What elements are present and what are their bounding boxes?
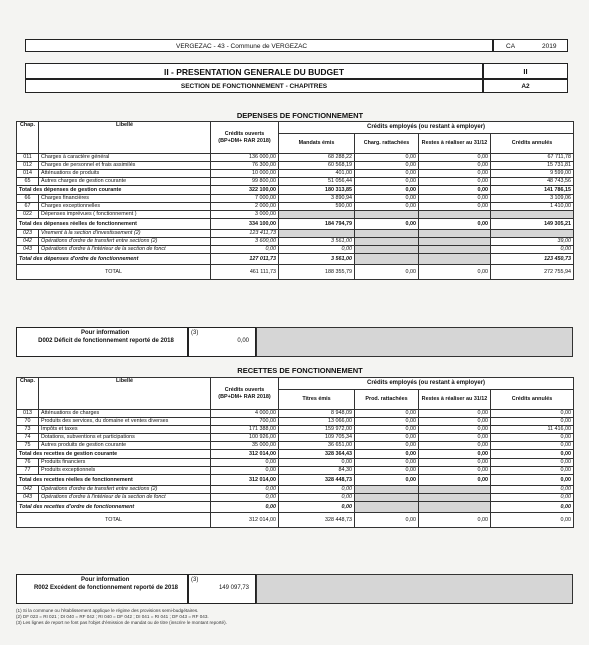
rec-head-group: Crédits employés (ou restant à employer) [279, 378, 574, 390]
cell-ca: 0,00 [491, 410, 574, 418]
cell-co: 0,00 [211, 467, 279, 475]
cell-chap: 74 [17, 434, 39, 442]
cell-chap: 042 [17, 238, 39, 246]
cell-me: 188 355,79 [279, 265, 355, 280]
table-row [17, 154, 574, 162]
cell-rr: 0,00 [419, 418, 491, 426]
cell-me: 3 561,00 [279, 254, 355, 265]
cell-chap: 73 [17, 426, 39, 434]
cell-ca [491, 211, 574, 219]
cell-lib: Charges de personnel et frais assimilés [39, 162, 211, 170]
cell-lib: Produits des services, du domaine et ventes diverses [39, 418, 211, 426]
cell-me: 184 794,79 [279, 219, 355, 230]
rec-info-box [16, 574, 188, 604]
rec-head-c4: Crédits annulés [491, 390, 574, 410]
rec-head-c2: Prod. rattachées [355, 390, 419, 410]
cell-ca: 0,00 [491, 434, 574, 442]
subtotal-row [17, 450, 574, 459]
cell-cr: 0,00 [355, 426, 419, 434]
cell-chap: 70 [17, 418, 39, 426]
cell-co: 312 014,00 [211, 513, 279, 528]
cell-cr: 0,00 [355, 219, 419, 230]
cell-cr [355, 230, 419, 238]
cell-chap: 76 [17, 459, 39, 467]
cell-chap: 043 [17, 494, 39, 502]
title-box [25, 63, 483, 79]
table-row [17, 467, 574, 475]
cell-lib: Opérations d'ordre à l'intérieur de la section de fonct [39, 246, 211, 254]
cell-me: 328 448,73 [279, 475, 355, 486]
cell-chap: 66 [17, 195, 39, 203]
cell-ca: 15 731,81 [491, 162, 574, 170]
cell-cr: 0,00 [355, 154, 419, 162]
header-doc: CA [506, 43, 516, 50]
cell-rr [419, 486, 491, 494]
rec-head-c3: Restes à réaliser au 31/12 [419, 390, 491, 410]
cell-cr: 0,00 [355, 410, 419, 418]
footnote-1: (1) Si la commune ou l'établissement applique le régime des provisions semi-budgétaires. [16, 608, 199, 613]
cell-me: 0,00 [279, 502, 355, 513]
cell-rr: 0,00 [419, 170, 491, 178]
cell-ca: 9 599,00 [491, 170, 574, 178]
cell-rr: 0,00 [419, 459, 491, 467]
header-commune-box [25, 39, 493, 52]
subtotal-row [17, 186, 574, 195]
cell-chap: 011 [17, 154, 39, 162]
title-code-box [483, 63, 568, 79]
cell-me: 590,00 [279, 203, 355, 211]
cell-lib: Charges financières [39, 195, 211, 203]
cell-cr [355, 502, 419, 513]
cell-chap: 013 [17, 410, 39, 418]
dep-head-c3: Restes à réaliser au 31/12 [419, 134, 491, 154]
table-row [17, 410, 574, 418]
subtotal-row [17, 219, 574, 230]
cell-co: 3 000,00 [211, 211, 279, 219]
cell-chap: 65 [17, 178, 39, 186]
table-row [17, 238, 574, 246]
title-code: II [523, 67, 528, 76]
cell-co: 127 011,73 [211, 254, 279, 265]
cell-ca: 272 755,94 [491, 265, 574, 280]
rec-info-label: R002 Excédent de fonctionnement reporté de 2018 [33, 585, 179, 591]
cell-rr [419, 238, 491, 246]
cell-lib: Dépenses imprévues ( fonctionnement ) [39, 211, 211, 219]
cell-lib: Total des recettes réelles de fonctionnement [17, 475, 211, 486]
dep-head-credits: Crédits ouverts (BP+DM+ RAR 2018) [211, 122, 279, 154]
page-subtitle: SECTION DE FONCTIONNEMENT - CHAPITRES [180, 83, 328, 90]
cell-lib: Produits financiers [39, 459, 211, 467]
cell-lib: Atténuations de charges [39, 410, 211, 418]
cell-co: 99 800,00 [211, 178, 279, 186]
cell-me: 51 056,44 [279, 178, 355, 186]
dep-info-value: 0,00 [237, 338, 249, 344]
cell-ca: 0,00 [491, 494, 574, 502]
rec-info-shade [256, 574, 573, 604]
cell-ca: 39,00 [491, 238, 574, 246]
cell-me: 401,00 [279, 170, 355, 178]
rec-head-c1: Titres émis [279, 390, 355, 410]
cell-co: 334 100,00 [211, 219, 279, 230]
cell-rr [419, 494, 491, 502]
header-year: 2019 [542, 43, 557, 50]
cell-lib: Charges à caractère général [39, 154, 211, 162]
cell-co: 100 926,00 [211, 434, 279, 442]
cell-co: 461 111,73 [211, 265, 279, 280]
cell-co: 136 000,00 [211, 154, 279, 162]
cell-co: 35 000,00 [211, 442, 279, 450]
cell-cr: 0,00 [355, 450, 419, 459]
cell-ca: 123 450,73 [491, 254, 574, 265]
dep-head-c2: Charg. rattachées [355, 134, 419, 154]
table-row [17, 211, 574, 219]
cell-rr: 0,00 [419, 434, 491, 442]
cell-co: 3 600,00 [211, 238, 279, 246]
cell-co: 10 000,00 [211, 170, 279, 178]
cell-cr: 0,00 [355, 513, 419, 528]
cell-cr: 0,00 [355, 265, 419, 280]
cell-me [279, 211, 355, 219]
dep-info-label: D002 Déficit de fonctionnement reporté de 2018 [38, 338, 174, 344]
page-title: II - PRESENTATION GENERALE DU BUDGET [163, 67, 345, 77]
table-row [17, 195, 574, 203]
cell-co: 123 411,73 [211, 230, 279, 238]
cell-ca: 0,00 [491, 467, 574, 475]
cell-lib: Dotations, subventions et participations [39, 434, 211, 442]
cell-cr [355, 494, 419, 502]
cell-cr: 0,00 [355, 442, 419, 450]
rec-info-ref: (3) [191, 577, 199, 583]
dep-head-chap: Chap. [17, 122, 39, 154]
depenses-section-title: DEPENSES DE FONCTIONNEMENT [236, 111, 364, 120]
cell-lib: Autres charges de gestion courante [39, 178, 211, 186]
cell-rr: 0,00 [419, 186, 491, 195]
cell-cr [355, 254, 419, 265]
subtotal-row [17, 502, 574, 513]
cell-chap: 75 [17, 442, 39, 450]
table-row [17, 230, 574, 238]
cell-cr [355, 238, 419, 246]
cell-lib: Autres produits de gestion courante [39, 442, 211, 450]
cell-ca: 141 786,15 [491, 186, 574, 195]
cell-cr: 0,00 [355, 434, 419, 442]
cell-chap: 014 [17, 170, 39, 178]
cell-rr: 0,00 [419, 513, 491, 528]
cell-chap: 023 [17, 230, 39, 238]
cell-co: 0,00 [211, 502, 279, 513]
cell-cr: 0,00 [355, 203, 419, 211]
recettes-section-title: RECETTES DE FONCTIONNEMENT [237, 366, 363, 375]
cell-me: 0,00 [279, 494, 355, 502]
cell-cr [355, 211, 419, 219]
cell-lib: Charges exceptionnelles [39, 203, 211, 211]
cell-co: 312 014,00 [211, 450, 279, 459]
subtitle-box [25, 79, 483, 93]
subtitle-code: A2 [521, 83, 530, 90]
cell-me: 13 066,00 [279, 418, 355, 426]
cell-rr [419, 502, 491, 513]
cell-ca: 0,00 [491, 442, 574, 450]
cell-me: 36 651,00 [279, 442, 355, 450]
table-row [17, 442, 574, 450]
cell-lib: Atténuations de produits [39, 170, 211, 178]
table-row [17, 246, 574, 254]
cell-rr: 0,00 [419, 195, 491, 203]
cell-ca: 0,00 [491, 450, 574, 459]
cell-cr [355, 246, 419, 254]
table-row [17, 459, 574, 467]
cell-lib: Total des dépenses réelles de fonctionnement [17, 219, 211, 230]
table-row [17, 178, 574, 186]
footnote-2: (2) DF 023 = RI 021 ; DI 040 = RF 042 ; RI 040 = DF 042 ; DI 041 = RI 041 ; DF 043 = RF 043. [16, 614, 209, 619]
table-row [17, 426, 574, 434]
cell-cr [355, 486, 419, 494]
cell-cr: 0,00 [355, 195, 419, 203]
cell-me: 0,00 [279, 459, 355, 467]
cell-me: 68 288,22 [279, 154, 355, 162]
cell-co: 4 000,00 [211, 410, 279, 418]
cell-me: 3 561,00 [279, 238, 355, 246]
cell-ca: 0,00 [491, 502, 574, 513]
table-row [17, 486, 574, 494]
cell-ca: 0,00 [491, 475, 574, 486]
cell-cr: 0,00 [355, 186, 419, 195]
table-row [17, 170, 574, 178]
rec-head-libelle: Libellé [39, 378, 211, 410]
cell-chap: 77 [17, 467, 39, 475]
cell-co: 0,00 [211, 494, 279, 502]
cell-rr: 0,00 [419, 162, 491, 170]
cell-ca: 48 743,56 [491, 178, 574, 186]
subtotal-row [17, 475, 574, 486]
cell-cr: 0,00 [355, 418, 419, 426]
cell-chap: 042 [17, 486, 39, 494]
cell-rr: 0,00 [419, 265, 491, 280]
table-row [17, 418, 574, 426]
cell-me: 0,00 [279, 246, 355, 254]
total-row [17, 265, 574, 280]
cell-co: 700,00 [211, 418, 279, 426]
dep-info-ref: (3) [191, 330, 199, 336]
cell-rr [419, 254, 491, 265]
header-doc-box [493, 39, 568, 52]
cell-ca: 3 109,06 [491, 195, 574, 203]
cell-chap: 67 [17, 203, 39, 211]
cell-co: 0,00 [211, 486, 279, 494]
cell-me: 328 448,73 [279, 513, 355, 528]
subtitle-code-box [483, 79, 568, 93]
dep-head-c4: Crédits annulés [491, 134, 574, 154]
cell-cr: 0,00 [355, 459, 419, 467]
cell-rr: 0,00 [419, 219, 491, 230]
dep-head-c1: Mandats émis [279, 134, 355, 154]
cell-lib: Total des recettes d'ordre de fonctionnement [17, 502, 211, 513]
total-row [17, 513, 574, 528]
recettes-table [16, 377, 574, 528]
cell-cr: 0,00 [355, 475, 419, 486]
cell-lib: TOTAL [17, 513, 211, 528]
header-commune: VERGEZAC - 43 - Commune de VERGEZAC [176, 43, 308, 50]
table-row [17, 434, 574, 442]
dep-info-shade [256, 327, 573, 357]
cell-me: 8 948,09 [279, 410, 355, 418]
cell-rr [419, 246, 491, 254]
subtotal-row [17, 254, 574, 265]
cell-cr: 0,00 [355, 178, 419, 186]
cell-ca: 0,00 [491, 486, 574, 494]
cell-cr: 0,00 [355, 467, 419, 475]
cell-ca: 0,00 [491, 513, 574, 528]
rec-head-chap: Chap. [17, 378, 39, 410]
cell-ca: 11 416,00 [491, 426, 574, 434]
table-row [17, 203, 574, 211]
cell-rr: 0,00 [419, 450, 491, 459]
cell-lib: Virement à la section d'investissement (2) [39, 230, 211, 238]
cell-chap: 022 [17, 211, 39, 219]
dep-head-libelle: Libellé [39, 122, 211, 154]
cell-rr: 0,00 [419, 475, 491, 486]
cell-ca: 0,00 [491, 459, 574, 467]
cell-co: 7 000,00 [211, 195, 279, 203]
cell-ca: 1 410,00 [491, 203, 574, 211]
cell-co: 171 388,00 [211, 426, 279, 434]
cell-rr: 0,00 [419, 154, 491, 162]
cell-lib: TOTAL [17, 265, 211, 280]
cell-co: 312 014,00 [211, 475, 279, 486]
cell-lib: Total des recettes de gestion courante [17, 450, 211, 459]
cell-lib: Opérations d'ordre à l'intérieur de la section de fonct [39, 494, 211, 502]
cell-chap: 043 [17, 246, 39, 254]
dep-info-value-box [188, 327, 256, 357]
table-row [17, 162, 574, 170]
cell-lib: Opérations d'ordre de transfert entre sections (2) [39, 486, 211, 494]
footnote-3: (3) Les lignes de report ne font pas l'objet d'émission de mandat ou de titre (inscrire le montant reporté). [16, 620, 227, 625]
cell-co: 2 000,00 [211, 203, 279, 211]
dep-info-title: Pour information [81, 330, 130, 336]
cell-co: 76 300,00 [211, 162, 279, 170]
cell-me: 3 890,94 [279, 195, 355, 203]
rec-info-value: 149 097,73 [218, 585, 249, 591]
cell-lib: Total des dépenses d'ordre de fonctionnement [17, 254, 211, 265]
cell-me: 109 705,34 [279, 434, 355, 442]
cell-rr: 0,00 [419, 426, 491, 434]
cell-me: 84,30 [279, 467, 355, 475]
cell-me: 60 568,19 [279, 162, 355, 170]
cell-lib: Total des dépenses de gestion courante [17, 186, 211, 195]
cell-me: 180 313,85 [279, 186, 355, 195]
cell-ca: 149 305,21 [491, 219, 574, 230]
cell-ca: 0,00 [491, 418, 574, 426]
cell-rr: 0,00 [419, 410, 491, 418]
cell-rr: 0,00 [419, 467, 491, 475]
cell-rr [419, 230, 491, 238]
dep-info-box [16, 327, 188, 357]
table-row [17, 494, 574, 502]
dep-head-group: Crédits employés (ou restant à employer) [279, 122, 574, 134]
cell-lib: Impôts et taxes [39, 426, 211, 434]
cell-ca: 67 711,78 [491, 154, 574, 162]
cell-rr [419, 211, 491, 219]
cell-rr: 0,00 [419, 203, 491, 211]
cell-chap: 012 [17, 162, 39, 170]
cell-me [279, 230, 355, 238]
cell-rr: 0,00 [419, 178, 491, 186]
cell-rr: 0,00 [419, 442, 491, 450]
cell-lib: Produits exceptionnels [39, 467, 211, 475]
rec-info-title: Pour information [81, 577, 130, 583]
cell-ca: 0,00 [491, 246, 574, 254]
rec-head-credits: Crédits ouverts (BP+DM+ RAR 2018) [211, 378, 279, 410]
depenses-table [16, 121, 574, 280]
cell-lib: Opérations d'ordre de transfert entre sections (2) [39, 238, 211, 246]
cell-ca [491, 230, 574, 238]
cell-me: 328 364,43 [279, 450, 355, 459]
cell-me: 159 972,00 [279, 426, 355, 434]
cell-me: 0,00 [279, 486, 355, 494]
cell-co: 0,00 [211, 459, 279, 467]
cell-co: 322 100,00 [211, 186, 279, 195]
cell-cr: 0,00 [355, 170, 419, 178]
cell-co: 0,00 [211, 246, 279, 254]
cell-cr: 0,00 [355, 162, 419, 170]
rec-info-value-box [188, 574, 256, 604]
